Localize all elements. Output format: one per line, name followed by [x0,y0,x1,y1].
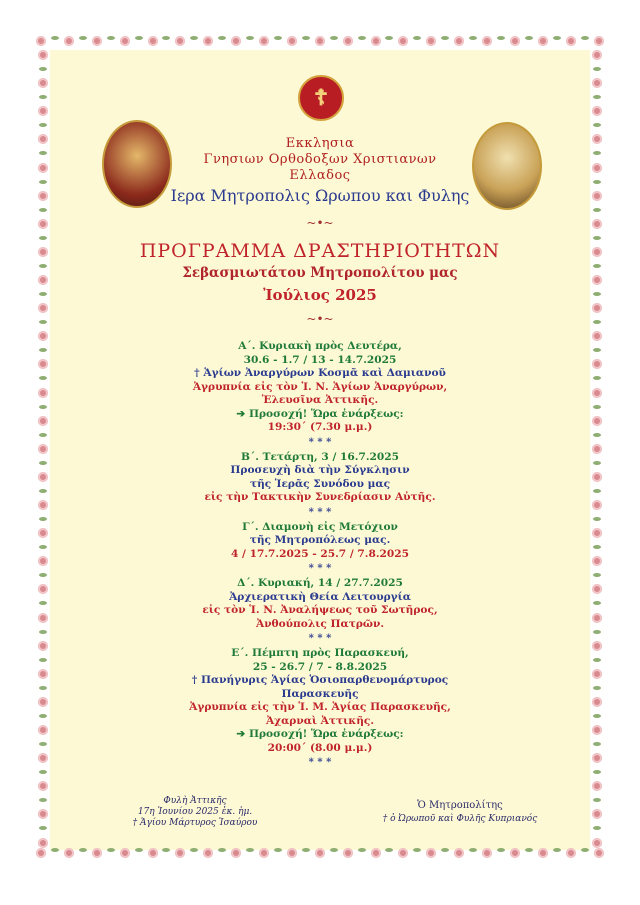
event-line: Β΄. Τετάρτη, 3 / 16.7.2025 [240,450,400,463]
border-flower-icon [120,848,130,858]
border-leaf-icon [330,848,338,852]
separator-stars: * * * [308,563,332,574]
event-line: 4 / 17.7.2025 - 25.7 / 7.8.2025 [230,547,409,560]
separator-stars: * * * [308,506,332,518]
border-leaf-icon [274,848,282,852]
event-block [0,340,640,448]
border-flower-icon [398,848,408,858]
border-leaf-icon [413,848,421,852]
event-line: Ἀρχιερατικὴ Θεία Λειτουργία [229,590,411,603]
border-leaf-icon [385,848,393,852]
footer-left [130,796,260,829]
border-leaf-icon [190,36,198,40]
border-flower-icon [315,848,325,858]
border-flower-icon [38,106,48,116]
border-leaf-icon [441,848,449,852]
event-block [0,647,640,768]
border-leaf-icon [469,848,477,852]
border-leaf-icon [441,36,449,40]
border-leaf-icon [593,67,601,71]
border-leaf-icon [553,36,561,40]
ornament-divider-2: ~•~ [306,312,334,326]
border-flower-icon [592,809,602,819]
border-leaf-icon [553,848,561,852]
event-line: Ἀχαρναὶ Ἀττικῆς. [265,714,375,727]
signature-name: † ὁ Ὠρωποῦ καὶ Φυλῆς Κυπριανός [382,814,538,824]
border-leaf-icon [358,848,366,852]
border-flower-icon [371,36,381,46]
separator-stars: * * * [308,436,332,448]
border-flower-icon [482,36,492,46]
border-flower-icon [259,848,269,858]
border-flower-icon [175,848,185,858]
border-leaf-icon [246,36,254,40]
header-line-2: Γνησιων Ορθοδοξων Χριστιανων [203,152,437,167]
border-leaf-icon [190,848,198,852]
border-leaf-icon [497,36,505,40]
event-line: † Ἁγίων Ἀναργύρων Κοσμᾶ καὶ Δαμιανοῦ [194,367,446,379]
border-leaf-icon [593,95,601,99]
event-line: 25 - 26.7 / 7 - 8.8.2025 [252,660,388,673]
border-flower-icon [454,848,464,858]
border-leaf-icon [246,848,254,852]
border-flower-icon [175,36,185,46]
event-block [0,577,640,644]
program-month: Ἰούλιος 2025 [263,286,377,304]
border-leaf-icon [51,36,59,40]
border-flower-icon [454,36,464,46]
event-line: Γ΄. Διαμονὴ εἰς Μετόχιον [242,520,398,533]
border-leaf-icon [385,36,393,40]
program-title: ΠΡΟΓΡΑΜΜΑ ΔΡΑΣΤΗΡΙΟΤΗΤΩΝ [139,240,501,262]
border-flower-icon [38,809,48,819]
border-flower-icon [566,848,576,858]
footer-feast: † Ἁγίου Μάρτυρος Ἰσαύρου [132,818,258,828]
border-flower-icon [287,848,297,858]
border-leaf-icon [525,848,533,852]
border-flower-icon [510,36,520,46]
border-flower-icon [592,781,602,791]
border-leaf-icon [358,36,366,40]
event-line: Ἀγρυπνία εἰς τὸν Ἱ. Ν. Ἁγίων Ἀναργύρων, [192,380,448,393]
footer-right [360,800,560,825]
header-line-1: Εκκλησια [285,136,355,151]
footer-date: 17η Ἰουνίου 2025 ἐκ. ἡμ. [137,807,253,817]
border-flower-icon [36,36,46,46]
border-flower-icon [538,848,548,858]
border-flower-icon [566,36,576,46]
border-leaf-icon [593,123,601,127]
border-leaf-icon [135,36,143,40]
border-leaf-icon [581,36,589,40]
border-flower-icon [594,36,604,46]
border-flower-icon [510,848,520,858]
event-line: Παρασκευῆς [281,687,359,700]
border-flower-icon [92,848,102,858]
event-line: † Πανήγυρις Ἁγίας Ὁσιοπαρθενομάρτυρος [191,674,449,686]
border-top [36,36,604,50]
border-leaf-icon [39,208,47,212]
border-flower-icon [38,781,48,791]
event-line: ➔ Προσοχή! Ὥρα ἐνάρξεως: [236,728,404,740]
border-flower-icon [592,50,602,60]
border-leaf-icon [274,36,282,40]
event-block [0,451,640,518]
border-flower-icon [203,848,213,858]
event-line: τῆς Μητροπόλεως μας. [249,534,391,546]
border-leaf-icon [39,123,47,127]
border-leaf-icon [39,95,47,99]
event-line: Ἀνθούπολις Πατρῶν. [255,617,385,630]
event-line: τῆς Ἱερᾶς Συνόδου μας [249,477,391,490]
border-leaf-icon [79,36,87,40]
event-line: Ἀγρυπνία εἰς τὴν Ἱ. Μ. Ἁγίας Παρασκευῆς, [189,701,451,713]
metropolis-name: Ιερα Μητροπολις Ωρωπου και Φυλης [170,186,470,205]
border-flower-icon [315,36,325,46]
border-flower-icon [148,36,158,46]
border-flower-icon [592,106,602,116]
border-flower-icon [592,838,602,848]
event-line: Δ΄. Κυριακή, 14 / 27.7.2025 [237,577,403,589]
border-flower-icon [259,36,269,46]
border-leaf-icon [593,798,601,802]
border-leaf-icon [51,848,59,852]
event-line: 30.6 - 1.7 / 13 - 14.7.2025 [243,353,397,366]
border-flower-icon [426,848,436,858]
border-bottom [36,848,604,862]
border-leaf-icon [39,826,47,830]
separator-stars: * * * [308,757,332,768]
border-flower-icon [64,848,74,858]
border-flower-icon [343,36,353,46]
border-leaf-icon [593,826,601,830]
border-leaf-icon [107,848,115,852]
event-line: εἰς τὸν Ἱ. Ν. Ἀναλήψεως τοῦ Σωτῆρος, [202,604,438,616]
border-leaf-icon [581,848,589,852]
cross-seal-icon: ☦ [298,75,344,121]
border-leaf-icon [162,848,170,852]
border-flower-icon [38,78,48,88]
border-flower-icon [398,36,408,46]
border-flower-icon [482,848,492,858]
border-flower-icon [148,848,158,858]
border-flower-icon [592,78,602,88]
border-flower-icon [36,848,46,858]
event-line: 19:30΄ (7.30 μ.μ.) [267,421,373,433]
event-block [0,521,640,575]
border-flower-icon [231,848,241,858]
border-leaf-icon [469,36,477,40]
event-line: Προσευχὴ διὰ τὴν Σύγκλησιν [230,464,410,476]
border-flower-icon [343,848,353,858]
event-line: Α΄. Κυριακὴ πρὸς Δευτέρα, [238,340,402,352]
border-leaf-icon [497,848,505,852]
border-leaf-icon [302,36,310,40]
border-flower-icon [38,50,48,60]
event-line: Ἐλευσῖνα Ἀττικῆς. [261,394,379,406]
border-leaf-icon [135,848,143,852]
border-leaf-icon [218,36,226,40]
event-line: ➔ Προσοχή! Ὥρα ἐνάρξεως: [236,407,404,420]
border-flower-icon [92,36,102,46]
ornament-divider: ~•~ [306,216,334,230]
border-leaf-icon [39,67,47,71]
border-flower-icon [64,36,74,46]
event-line: Ε΄. Πέμπτη πρὸς Παρασκευή, [231,647,409,659]
border-leaf-icon [79,848,87,852]
border-leaf-icon [107,36,115,40]
header-line-3: Ελλαδος [289,168,351,183]
border-flower-icon [426,36,436,46]
border-leaf-icon [525,36,533,40]
signature-title: Ὁ Μητροπολίτης [417,800,503,811]
event-line: 20:00΄ (8.00 μ.μ.) [267,741,373,754]
footer-place: Φυλὴ Ἀττικῆς [163,796,227,806]
border-leaf-icon [302,848,310,852]
border-leaf-icon [162,36,170,40]
border-leaf-icon [413,36,421,40]
event-line: εἰς τὴν Τακτικὴν Συνεδρίασιν Αὐτῆς. [204,491,436,503]
border-leaf-icon [330,36,338,40]
border-flower-icon [287,36,297,46]
program-subtitle: Σεβασμιωτάτου Μητροπολίτου μας [182,265,458,281]
border-leaf-icon [39,798,47,802]
separator-stars: * * * [308,633,332,644]
border-flower-icon [203,36,213,46]
border-flower-icon [38,838,48,848]
border-flower-icon [120,36,130,46]
border-flower-icon [538,36,548,46]
border-flower-icon [231,36,241,46]
border-leaf-icon [593,208,601,212]
border-leaf-icon [218,848,226,852]
events-list [0,340,640,771]
border-flower-icon [371,848,381,858]
border-flower-icon [594,848,604,858]
